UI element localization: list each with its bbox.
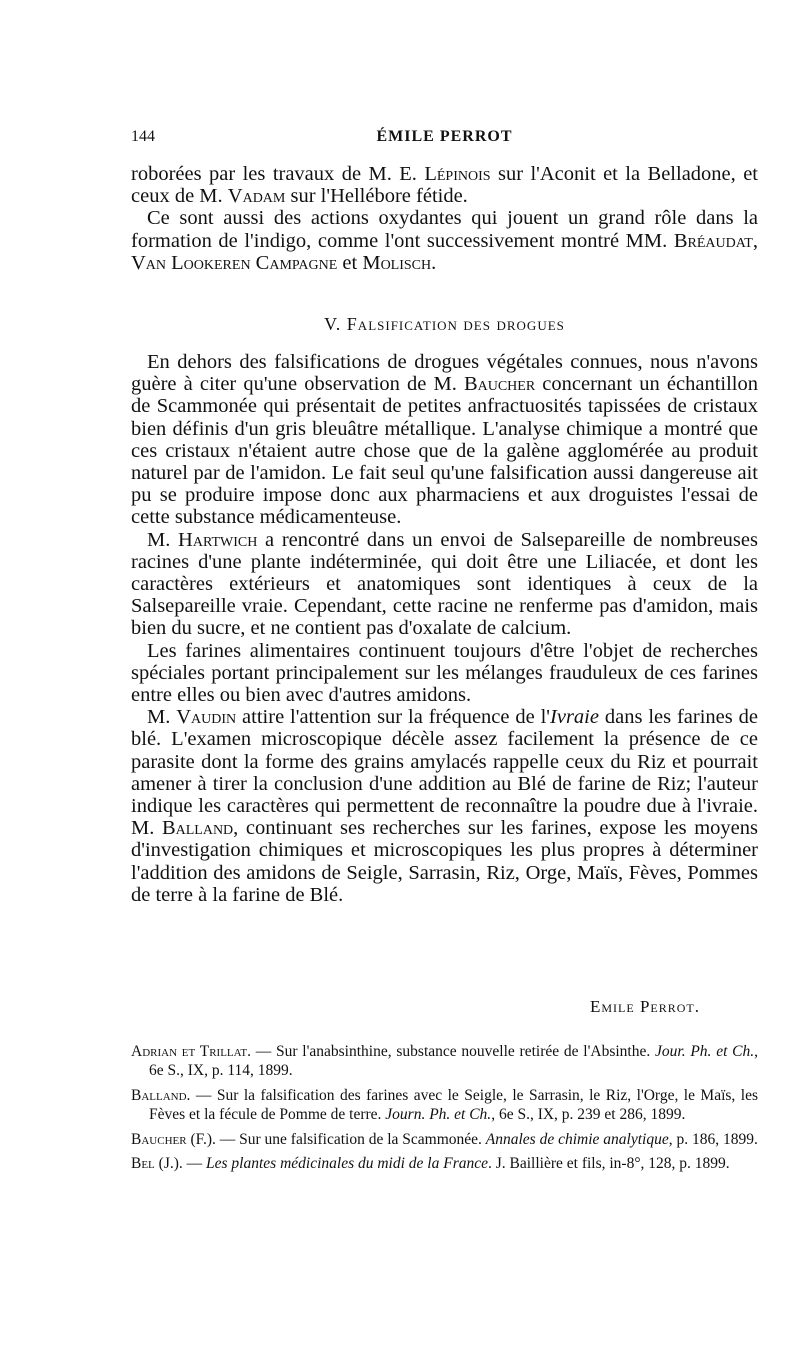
author-name: Hartwich [178, 528, 258, 551]
running-head: ÉMILE PERROT [376, 128, 513, 145]
paragraph: En dehors des falsifications de drogues végétales connues, nous n'avons guère à citer qu'une observation de M. Baucher concernant un échantillon de Scammonée qui présentait de petites anfractuosités tapissées de cristaux bien définis d'un gris bleuâtre métallique. L'analyse chimique a montré que ces cristaux n'étaient autre chose que de la galène agglomérée au produit naturel par de l'amidon. Le fait seul qu'une falsification aussi dangereuse ait pu se produire impose donc aux pharmaciens et aux droguistes l'essai de cette substance médicamenteuse. [131, 351, 758, 529]
reference-item: Balland. — Sur la falsification des farines avec le Seigle, le Sarrasin, le Riz, l'Orge, le Maïs, les Fèves et la fécule de Pomme de terre. Journ. Ph. et Ch., 6e S., IX, p. 239 et 286, 1899. [131, 1086, 758, 1124]
reference-journal: Les plantes médicinales du midi de la France [206, 1155, 488, 1173]
author-name: Lépinois [424, 163, 491, 185]
author-name: Vaudin [176, 706, 237, 729]
reference-authors: Bel (J.). [131, 1155, 183, 1173]
author-name: Van Lookeren Campagne [131, 251, 338, 274]
author-name: Bréaudat [673, 229, 753, 252]
page-header [131, 128, 758, 152]
intro-text [131, 163, 758, 274]
paragraph: Les farines alimentaires continuent toujours d'être l'objet de recherches spéciales portant principalement sur les mélanges frauduleux de ces farines entre elles ou bien avec d'autres amidons. [131, 639, 758, 707]
section-title: Falsification des drogues [346, 314, 565, 334]
reference-authors: Balland. [131, 1086, 191, 1104]
author-name: Vadam [227, 185, 286, 208]
italic-term: Ivraie [550, 706, 599, 729]
reference-authors: Adrian et Trillat. [131, 1043, 251, 1060]
reference-item: Adrian et Trillat. — Sur l'anabsinthine, substance nouvelle retirée de l'Absinthe. Jour. Ph. et Ch., 6e S., IX, p. 114, 1899. [131, 1043, 758, 1080]
section-text [131, 351, 758, 906]
paragraph: Ce sont aussi des actions oxydantes qui jouent un grand rôle dans la formation de l'indigo, comme l'ont successivement montré MM. Bréaudat, Van Lookeren Campagne et Molisch. [131, 207, 758, 274]
author-name: Balland [161, 817, 234, 840]
author-name: Baucher [463, 373, 536, 396]
reference-journal: Journ. Ph. et Ch. [385, 1106, 492, 1124]
page-number: 144 [131, 128, 155, 145]
reference-item: Bel (J.). — Les plantes médicinales du midi de la France. J. Baillière et fils, in-8°, 128, p. 1899. [131, 1155, 730, 1173]
references-list [131, 1042, 758, 1178]
paragraph: roborées par les travaux de M. E. Lépinois sur l'Aconit et la Belladone, et ceux de M. Vadam sur l'Hellébore fétide. [131, 163, 758, 208]
reference-authors: Baucher (F.). [131, 1130, 216, 1148]
reference-item: Baucher (F.). — Sur une falsification de la Scammonée. Annales de chimie analytique, p. 186, 1899. [131, 1130, 758, 1148]
author-name: Molisch [362, 251, 432, 274]
reference-journal: Annales de chimie analytique [485, 1130, 669, 1148]
paragraph: M. Hartwich a rencontré dans un envoi de Salsepareille de nombreuses racines d'une plante indéterminée, qui doit être une Liliacée, et dont les caractères extérieurs et anatomiques sont identiques à ceux de la Salsepareille vraie. Cependant, cette racine ne renferme pas d'amidon, mais bien du sucre, et ne contient pas d'oxalate de calcium. [131, 528, 758, 640]
section-number: V. [324, 314, 342, 334]
reference-journal: Jour. Ph. et Ch. [655, 1043, 755, 1060]
paragraph: M. Vaudin attire l'attention sur la fréquence de l'Ivraie dans les farines de blé. L'examen microscopique décèle assez facilement la présence de ce parasite dont la forme des grains amylacés rappelle ceux du Riz et pourrait amener à tirer la conclusion d'une addition au Blé de farine de Riz; l'auteur indique les caractères qui permettent de reconnaître la poudre due à l'ivraie. M. Balland, continuant ses recherches sur les farines, expose les moyens d'investigation chimiques et microscopiques les plus propres à déterminer l'addition des amidons de Seigle, Sarrasin, Riz, Orge, Maïs, Fèves, Pommes de terre à la farine de Blé. [131, 706, 758, 906]
signature: Emile Perrot. [590, 997, 700, 1016]
section-heading [131, 314, 758, 335]
